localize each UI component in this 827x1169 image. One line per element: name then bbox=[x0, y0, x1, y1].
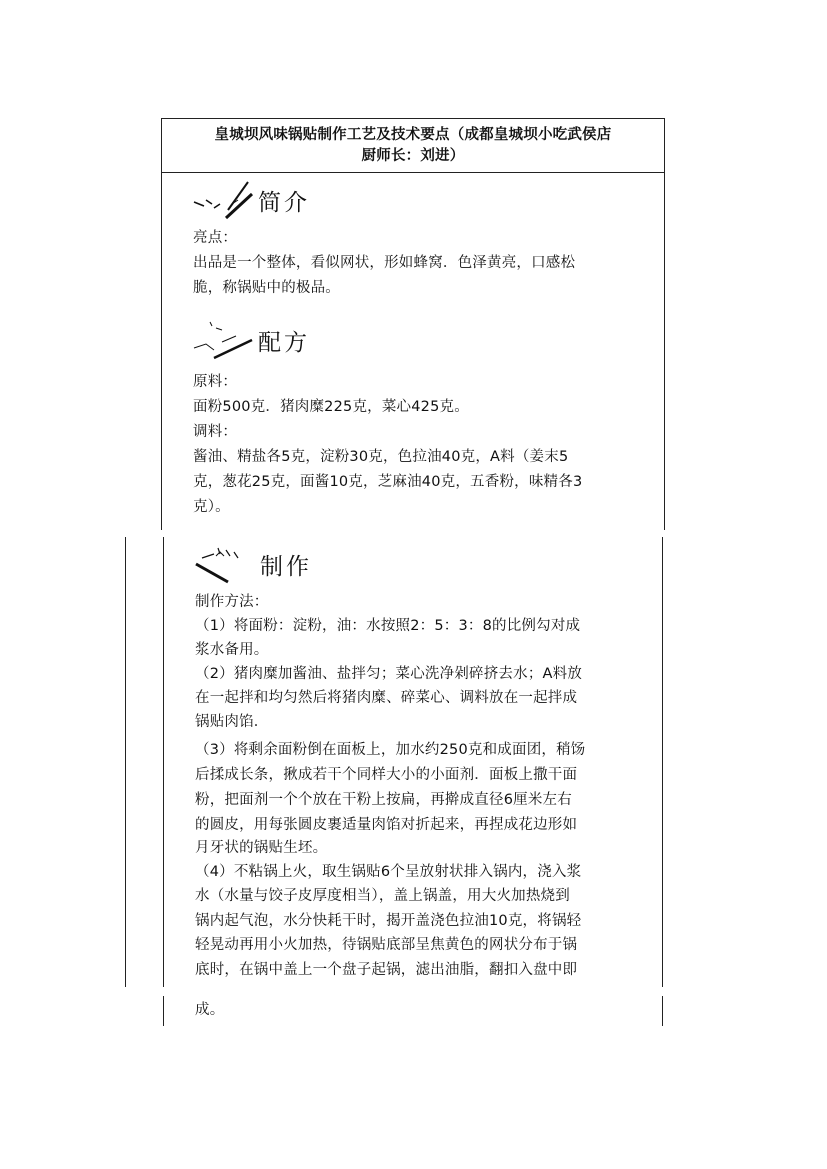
outer-left-rule bbox=[125, 537, 126, 987]
method-line-15: 轻晃动再用小火加热，待锅贴底部呈焦黄色的网状分布于锅 bbox=[195, 937, 578, 953]
method-line-6: 锅贴肉馅． bbox=[195, 714, 269, 730]
method-line-8: 后揉成长条，揪成若干个同样大小的小面剂．面板上撒干面 bbox=[195, 767, 578, 783]
method-line-5: 在一起拌和均匀然后将猪肉糜、碎菜心、调料放在一起拌成 bbox=[195, 690, 578, 706]
recipe-line-1: 原料： bbox=[193, 374, 238, 390]
table-left-border-3 bbox=[163, 996, 164, 1026]
recipe-line-3: 调料： bbox=[193, 424, 238, 440]
method-line-9: 粉，把面剂一个个放在干粉上按扁，再擀成直径6厘米左右 bbox=[195, 792, 572, 808]
recipe-line-4: 酱油、精盐各5克，淀粉30克，色拉油40克，A料（姜末5 bbox=[193, 449, 569, 465]
intro-line-1: 亮点： bbox=[193, 230, 238, 246]
spatula-sketch-icon bbox=[194, 544, 258, 586]
method-line-11: 月牙状的锅贴生坯。 bbox=[195, 840, 328, 856]
method-line-14: 锅内起气泡，水分快耗干时，揭开盖浇色拉油10克，将锅轻 bbox=[195, 913, 582, 929]
method-line-13: 水（水量与饺子皮厚度相当），盖上锅盖，用大火加热烧到 bbox=[195, 888, 570, 904]
table-right-border-3 bbox=[662, 996, 663, 1026]
method-heading bbox=[194, 544, 394, 584]
method-line-2: （1）将面粉：淀粉，油：水按照2：5：3：8的比例勾对成 bbox=[195, 618, 581, 634]
intro-line-3: 脆，称锅贴中的极品。 bbox=[193, 280, 340, 296]
method-line-12: （4）不粘锅上火，取生锅贴6个呈放射状排入锅内，浇入浆 bbox=[195, 864, 582, 880]
method-line-4: （2）猪肉糜加酱油、盐拌匀；菜心洗净剁碎挤去水；A料放 bbox=[195, 666, 583, 682]
table-left-border-2 bbox=[163, 537, 164, 987]
recipe-line-6: 克）。 bbox=[193, 499, 230, 515]
method-line-16: 底时，在锅中盖上一个盘子起锅，滤出油脂，翻扣入盘中即 bbox=[195, 962, 578, 978]
pen-sketch-icon bbox=[192, 180, 256, 222]
table-right-border-2 bbox=[662, 537, 663, 987]
recipe-heading bbox=[192, 320, 392, 360]
recipe-line-2: 面粉500克．猪肉糜225克，菜心425克。 bbox=[193, 399, 469, 415]
method-line-10: 的圆皮，用每张圆皮裹适量肉馅对折起来，再捏成花边形如 bbox=[195, 817, 578, 833]
method-line-1: 制作方法： bbox=[195, 594, 269, 610]
recipe-heading-label: 配方 bbox=[258, 330, 310, 356]
table-left-border bbox=[161, 118, 162, 530]
table-right-border bbox=[664, 118, 665, 530]
document-title bbox=[162, 125, 664, 167]
title-line-1: 皇城坝风味锅贴制作工艺及技术要点（成都皇城坝小吃武侯店 bbox=[214, 127, 612, 143]
method-line-3: 浆水备用。 bbox=[195, 642, 269, 658]
method-line-7: （3）将剩余面粉倒在面板上，加水约250克和成面团，稍饧 bbox=[195, 742, 586, 758]
recipe-line-5: 克，葱花25克，面酱10克，芝麻油40克，五香粉，味精各3 bbox=[193, 474, 583, 490]
title-line-2: 厨师长：刘进） bbox=[361, 148, 465, 164]
table-top-border bbox=[161, 118, 665, 119]
knife-sketch-icon bbox=[192, 320, 256, 362]
intro-heading bbox=[192, 180, 392, 220]
method-heading-label: 制作 bbox=[260, 554, 312, 580]
intro-heading-label: 简介 bbox=[258, 190, 310, 216]
method-last-line: 成。 bbox=[195, 1002, 225, 1018]
intro-line-2: 出品是一个整体，看似网状，形如蜂窝．色泽黄亮，口感松 bbox=[193, 255, 576, 271]
title-row-border bbox=[161, 172, 665, 173]
